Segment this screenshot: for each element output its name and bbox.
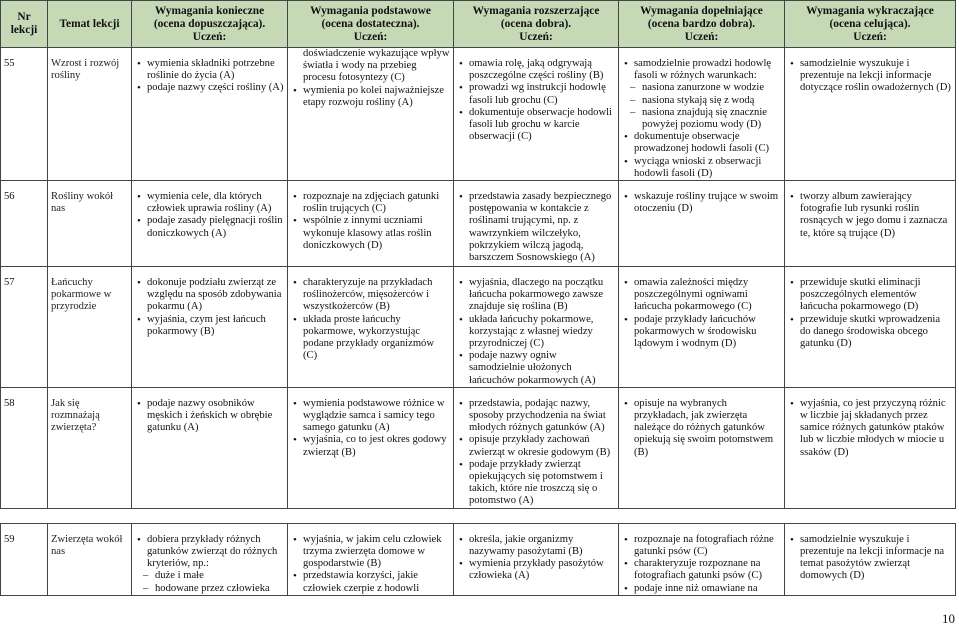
requirement-list <box>457 534 615 583</box>
header-dopelniajace <box>619 1 785 48</box>
requirement-item: • wymienia przykłady pasożytów człowieka (A) <box>457 558 615 582</box>
lesson-topic: Zwierzęta wokół nas <box>48 523 132 595</box>
cell-rozszerzajace <box>454 523 619 595</box>
requirement-list <box>457 398 615 508</box>
cell-dopelniajace <box>619 267 785 388</box>
lesson-number: 58 <box>1 387 48 508</box>
requirement-item: • układa proste łańcuchy pokarmowe, wykorzystując podane przykłady organizmów (C) <box>291 314 450 363</box>
cell-wykraczajace <box>785 181 956 267</box>
header-konieczne <box>132 1 288 48</box>
cell-konieczne <box>132 181 288 267</box>
header-dopelniajace-title: Wymagania dopełniające <box>640 4 763 17</box>
requirement-item: • podaje nazwy ogniw samodzielnie ułożonych łańcuchów pokarmowych (A) <box>457 350 615 387</box>
lesson-topic: Wzrost i rozwój rośliny <box>48 48 132 181</box>
requirement-item: • wyjaśnia, czym jest łańcuch pokarmowy (B) <box>135 314 284 338</box>
table-row <box>1 48 956 181</box>
cell-rozszerzajace <box>454 387 619 508</box>
requirement-item: • podaje nazwy części rośliny (A) <box>135 82 284 94</box>
requirement-item: • wymienia po kolei najważniejsze etapy rozwoju rośliny (A) <box>291 85 450 109</box>
header-konieczne-grade: (ocena dopuszczająca). <box>153 17 266 30</box>
requirement-item: • wymienia podstawowe różnice w wyglądzie samca i samicy tego samego gatunku (A) <box>291 398 450 435</box>
cell-podstawowe <box>288 523 454 595</box>
requirement-list <box>135 398 284 435</box>
cell-wykraczajace <box>785 48 956 181</box>
requirement-item: • przedstawia korzyści, jakie człowiek czerpie z hodowli <box>291 570 450 594</box>
requirement-list <box>622 58 781 180</box>
header-wykraczajace-uczen: Uczeń: <box>853 30 887 43</box>
requirement-subitem: – duże i małe <box>135 570 284 582</box>
requirement-item: • wyjaśnia, co to jest okres godowy zwierząt (B) <box>291 434 450 458</box>
requirement-list <box>788 398 952 459</box>
header-dopelniajace-grade: (ocena bardzo dobra). <box>647 17 756 30</box>
requirement-list <box>457 277 615 387</box>
requirement-subitem: – hodowane przez człowieka <box>135 583 284 595</box>
requirement-list <box>622 191 781 215</box>
header-rozszerzajace-grade: (ocena dobra). <box>500 17 572 30</box>
requirement-list <box>788 277 952 350</box>
cell-rozszerzajace <box>454 267 619 388</box>
header-dopelniajace-uczen: Uczeń: <box>684 30 719 43</box>
requirement-list <box>291 85 450 109</box>
cell-dopelniajace <box>619 48 785 181</box>
lesson-number: 59 <box>1 523 48 595</box>
lesson-number: 57 <box>1 267 48 388</box>
cell-podstawowe <box>288 267 454 388</box>
cell-konieczne <box>132 48 288 181</box>
requirement-list <box>457 191 615 264</box>
header-konieczne-uczen: Uczeń: <box>192 30 227 43</box>
header-konieczne-title: Wymagania konieczne <box>154 4 265 17</box>
header-nr: Nr lekcji <box>1 1 48 48</box>
requirement-item: • podaje przykłady zwierząt opiekujących się potomstwem i takich, które nie troszczą się o potomstwo (A) <box>457 459 615 508</box>
header-podstawowe-uczen: Uczeń: <box>353 30 388 43</box>
table-gap-cell <box>1 508 956 523</box>
requirement-item: • podaje przykłady łańcuchów pokarmowych w środowisku lądowym i wodnym (D) <box>622 314 781 351</box>
lesson-topic: Jak się rozmnażają zwierzęta? <box>48 387 132 508</box>
requirement-item: • wyciąga wnioski z obserwacji hodowli fasoli (D) <box>622 156 781 180</box>
requirement-item: • charakteryzuje na przykładach roślinożerców, mięsożerców i wszystkożerców (B) <box>291 277 450 314</box>
requirement-item: • dobiera przykłady różnych gatunków zwierząt do różnych kryteriów, np.: <box>135 534 284 571</box>
cell-konieczne <box>132 387 288 508</box>
requirement-item: • rozpoznaje na zdjęciach gatunki roślin trujących (C) <box>291 191 450 215</box>
requirement-list <box>622 398 781 459</box>
requirement-item: • przewiduje skutki eliminacji poszczególnych elementów łańcucha pokarmowego (D) <box>788 277 952 314</box>
requirement-list <box>457 58 615 143</box>
requirement-item: • rozpoznaje na fotografiach różne gatunki psów (C) <box>622 534 781 558</box>
header-podstawowe <box>288 1 454 48</box>
lesson-number: 55 <box>1 48 48 181</box>
requirement-list <box>788 58 952 95</box>
cell-podstawowe <box>288 48 454 181</box>
requirement-list <box>135 534 284 595</box>
cell-konieczne <box>132 523 288 595</box>
requirement-item: • omawia zależności między poszczególnymi ogniwami łańcucha pokarmowego (C) <box>622 277 781 314</box>
requirement-item: • wymienia składniki potrzebne roślinie do życia (A) <box>135 58 284 82</box>
header-wykraczajace <box>785 1 956 48</box>
cell-wykraczajace <box>785 523 956 595</box>
requirement-item: • samodzielnie prowadzi hodowlę fasoli w różnych warunkach: <box>622 58 781 82</box>
requirement-list <box>135 277 284 338</box>
requirement-item: • charakteryzuje rozpoznane na fotografiach gatunki psów (C) <box>622 558 781 582</box>
requirement-subitem: – nasiona stykają się z wodą <box>622 95 781 107</box>
requirement-item: • wymienia cele, dla których człowiek uprawia rośliny (A) <box>135 191 284 215</box>
table-row <box>1 181 956 267</box>
requirement-list <box>135 191 284 240</box>
cell-podstawowe <box>288 387 454 508</box>
header-rozszerzajace-uczen: Uczeń: <box>519 30 553 43</box>
requirement-list <box>291 191 450 252</box>
header-rozszerzajace <box>454 1 619 48</box>
requirement-item: • opisuje na wybranych przykładach, jak zwierzęta należące do różnych gatunków opiekują się swoim potomstwem (B) <box>622 398 781 459</box>
requirement-item: • wskazuje rośliny trujące w swoim otoczeniu (D) <box>622 191 781 215</box>
requirement-item: • przedstawia zasady bezpiecznego postępowania w kontakcie z roślinami trującymi, np. z wawrzynkiem wilczełyko, pokrzykiem wilczą jagodą, barszczem Sosnowskiego (A) <box>457 191 615 264</box>
requirement-item: • wyjaśnia, w jakim celu człowiek trzyma zwierzęta domowe w gospodarstwie (B) <box>291 534 450 571</box>
header-wykraczajace-grade: (ocena celująca). <box>829 17 911 30</box>
requirement-item: • prowadzi wg instrukcji hodowlę fasoli lub grochu (C) <box>457 82 615 106</box>
requirement-item: • samodzielnie wyszukuje i prezentuje na lekcji informacje na temat pasożytów zwierząt domowych (D) <box>788 534 952 583</box>
cell-rozszerzajace <box>454 181 619 267</box>
cell-podstawowe <box>288 181 454 267</box>
table-row <box>1 387 956 508</box>
table-row <box>1 523 956 595</box>
cell-dopelniajace <box>619 387 785 508</box>
requirement-list <box>788 534 952 583</box>
cell-dopelniajace <box>619 181 785 267</box>
requirement-item: • dokumentuje obserwacje hodowli fasoli lub grochu w karcie obserwacji (C) <box>457 107 615 144</box>
requirement-item: • opisuje przykłady zachowań zwierząt w okresie godowym (B) <box>457 434 615 458</box>
continuation-text: doświadczenie wykazujące wpływ światła i wody na przebieg procesu fotosyntezy (C) <box>303 48 450 84</box>
table-gap <box>1 508 956 523</box>
requirement-subitem: – nasiona znajdują się znacznie powyżej poziomu wody (D) <box>622 107 781 131</box>
requirement-item: • wspólnie z innymi uczniami wykonuje klasowy atlas roślin doniczkowych (D) <box>291 215 450 252</box>
requirement-item: • wyjaśnia, co jest przyczyną różnic w liczbie jaj składanych przez samice różnych gatunków ptaków lub w liczbie młodych w miocie u ssaków (D) <box>788 398 952 459</box>
requirement-list <box>622 534 781 595</box>
header-podstawowe-grade: (ocena dostateczna). <box>321 17 420 30</box>
lesson-number: 56 <box>1 181 48 267</box>
requirement-list <box>291 277 450 362</box>
cell-dopelniajace <box>619 523 785 595</box>
requirement-item: • dokumentuje obserwacje prowadzonej hodowli fasoli (C) <box>622 131 781 155</box>
requirement-item: • podaje nazwy osobników męskich i żeńskich w obrębie gatunku (A) <box>135 398 284 435</box>
page-number: 10 <box>942 611 955 626</box>
requirement-subitem: – nasiona zanurzone w wodzie <box>622 82 781 94</box>
requirement-list <box>788 191 952 240</box>
requirement-item: • układa łańcuchy pokarmowe, korzystając z własnej wiedzy przyrodniczej (C) <box>457 314 615 351</box>
requirement-item: • przewiduje skutki wprowadzenia do danego środowiska obcego gatunku (D) <box>788 314 952 351</box>
cell-wykraczajace <box>785 267 956 388</box>
table-row <box>1 267 956 388</box>
requirement-list <box>291 398 450 459</box>
lesson-topic: Łańcuchy pokarmowe w przyrodzie <box>48 267 132 388</box>
requirement-item: • dokonuje podziału zwierząt ze względu na sposób zdobywania pokarmu (A) <box>135 277 284 314</box>
cell-rozszerzajace <box>454 48 619 181</box>
requirement-item: • wyjaśnia, dlaczego na początku łańcucha pokarmowego zawsze znajduje się roślina (B) <box>457 277 615 314</box>
requirement-item: • omawia rolę, jaką odgrywają poszczególne części rośliny (B) <box>457 58 615 82</box>
header-rozszerzajace-title: Wymagania rozszerzające <box>472 4 600 17</box>
header-podstawowe-title: Wymagania podstawowe <box>310 4 431 17</box>
requirement-list <box>291 534 450 595</box>
requirement-item: • przedstawia, podając nazwy, sposoby przychodzenia na świat młodych różnych gatunków (A) <box>457 398 615 435</box>
requirement-item: • samodzielnie wyszukuje i prezentuje na lekcji informacje dotyczące roślin owadożernych (D) <box>788 58 952 95</box>
header-row <box>1 1 956 48</box>
requirement-list <box>135 58 284 95</box>
requirement-item: • podaje inne niż omawiane na <box>622 583 781 595</box>
cell-konieczne <box>132 267 288 388</box>
header-wykraczajace-title: Wymagania wykraczające <box>806 4 934 17</box>
cell-wykraczajace <box>785 387 956 508</box>
requirement-list <box>622 277 781 350</box>
header-temat: Temat lekcji <box>48 1 132 48</box>
requirement-item: • tworzy album zawierający fotografie lub rysunki roślin rosnących w jego domu i zaznacza te, które są trujące (D) <box>788 191 952 240</box>
requirement-item: • określa, jakie organizmy nazywamy pasożytami (B) <box>457 534 615 558</box>
lesson-topic: Rośliny wokół nas <box>48 181 132 267</box>
requirement-item: • podaje zasady pielęgnacji roślin doniczkowych (A) <box>135 215 284 239</box>
